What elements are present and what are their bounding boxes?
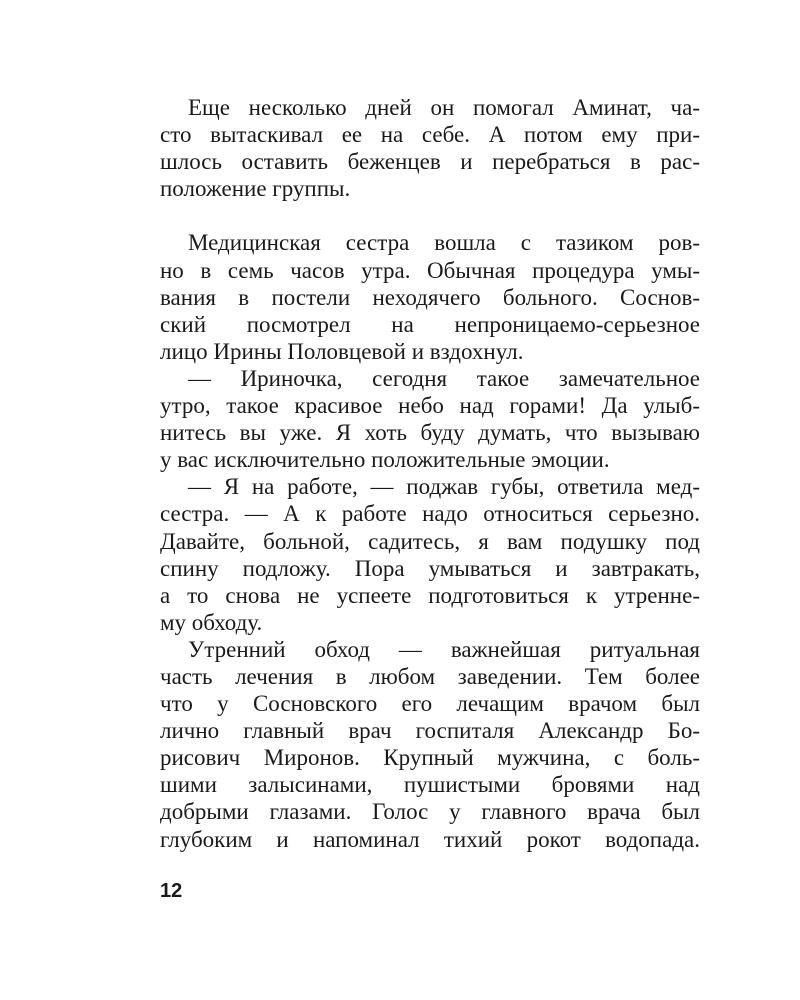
text-line: — Я на работе, — поджав губы, ответила мед-: [188, 474, 700, 500]
text-line: шими залысинами, пушистыми бровями над: [160, 772, 700, 798]
text-line: лицо Ирины Половцевой и вздохнул.: [160, 338, 524, 364]
text-line: Утренний обход — важнейшая ритуальная: [188, 636, 700, 662]
text-line: глубоким и напоминал тихий рокот водопада.: [160, 826, 700, 852]
text-line: но в семь часов утра. Обычная процедура умы-: [160, 257, 700, 283]
text-line: рисович Миронов. Крупный мужчина, с боль-: [160, 745, 700, 771]
text-line: вания в постели неходячего больного. Соснов-: [160, 284, 700, 310]
text-line: Медицинская сестра вошла с тазиком ров-: [188, 230, 700, 256]
paragraph: [160, 229, 700, 364]
text-line: Еще несколько дней он помогал Аминат, ча-: [188, 95, 700, 120]
text-line: а то снова не успеете подготовиться к утренне-: [160, 582, 700, 608]
text-line: нитесь вы уже. Я хоть буду думать, что вызываю: [160, 420, 700, 446]
text-line: добрыми глазами. Голос у главного врача был: [160, 799, 700, 825]
body-text: [160, 94, 700, 853]
text-line: ский посмотрел на непроницаемо-серьезное: [160, 311, 700, 337]
text-line: утро, такое красивое небо над горами! Да улыб-: [160, 393, 700, 419]
text-line: спину подложу. Пора умываться и завтракать,: [160, 555, 700, 581]
text-line: у вас исключительно положительные эмоции.: [160, 447, 610, 473]
paragraph: [160, 365, 700, 473]
text-line: Давайте, больной, садитесь, я вам подушку под: [160, 528, 700, 554]
paragraph: [160, 94, 700, 202]
section-break: [160, 202, 700, 229]
text-line: — Ириночка, сегодня такое замечательное: [188, 365, 700, 391]
page-number: 12: [160, 880, 183, 902]
text-line: лично главный врач госпиталя Александр Бо-: [160, 718, 700, 744]
text-line: шлось оставить беженцев и перебраться в рас-: [160, 149, 700, 175]
text-line: часть лечения в любом заведении. Тем более: [160, 663, 700, 689]
text-line: сестра. — А к работе надо относиться серьезно.: [160, 501, 700, 527]
text-line: сто вытаскивал ее на себе. А потом ему при-: [160, 122, 700, 148]
paragraph: [160, 636, 700, 853]
paragraph: [160, 473, 700, 636]
text-line: что у Сосновского его лечащим врачом был: [160, 691, 700, 717]
text-line: положение группы.: [160, 176, 351, 202]
text-line: му обходу.: [160, 609, 263, 635]
